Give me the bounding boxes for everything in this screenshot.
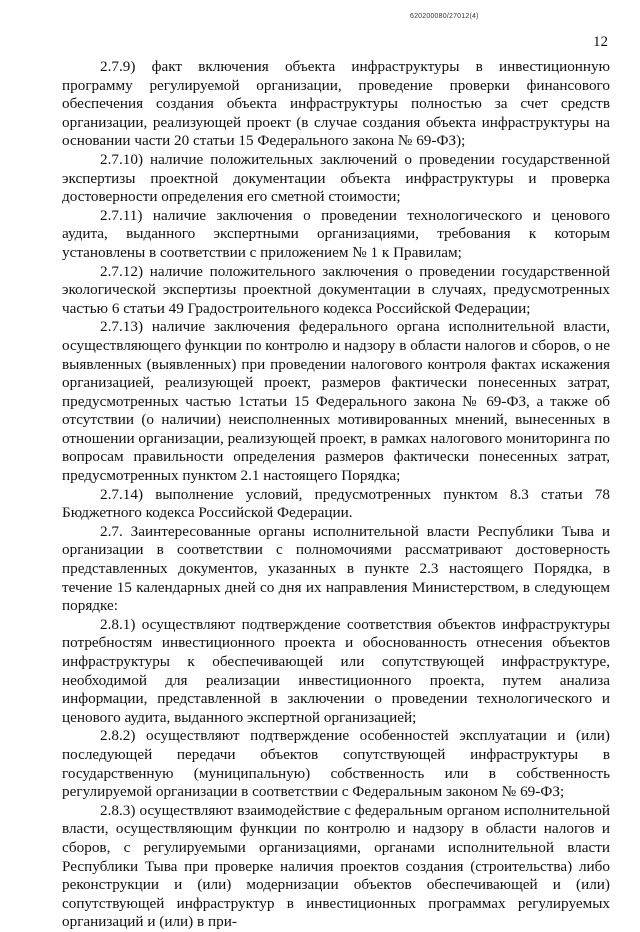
page-number: 12 <box>593 34 608 50</box>
paragraph-2-8-3: 2.8.3) осуществляют взаимодействие с федеральным органом исполнительной власти, осуществляющим функции по контролю и надзору в области налогов и сборов, с регулируемыми организациями, органами исполнительной власти Республики Тыва при проверке наличия проектов создания (строительства) либо реконструкции и (или) модернизации объектов обеспечивающей и (или) сопутствующей инфраструктур в инвестиционных программах регулируемых организаций и (или) в при- <box>62 801 610 931</box>
paragraph-2-7-11: 2.7.11) наличие заключения о проведении технологического и ценового аудита, выданного экспертными организациями, требования к которым установлены в соответствии с приложением № 1 к Правилам; <box>62 206 610 261</box>
paragraph-2-7-13: 2.7.13) наличие заключения федерального органа исполнительной власти, осуществляющего функции по контролю и надзору в области налогов и сборов, о не выявленных (выявленных) при проведении налогового контроля фактах искажения организацией, реализующей проект, размеров фактически понесенных затрат, предусмотренных частью 1статьи 15 Федерального закона № 69-ФЗ, а также об отсутствии (о наличии) неисполненных мотивированных мнений, вынесенных в отношении организации, реализующей проект, в рамках налогового мониторинга по вопросам правильности определения размеров фактически понесенных затрат, предусмотренных пунктом 2.1 настоящего Порядка; <box>62 318 610 485</box>
paragraph-2-7-10: 2.7.10) наличие положительных заключений о проведении государственной экспертизы проектной документации объекта инфраструктуры и проверка достоверности определения его сметной стоимости; <box>62 150 610 206</box>
paragraph-2-8-2: 2.8.2) осуществляют подтверждение особенностей эксплуатации и (или) последующей передачи объектов сопутствующей инфраструктуры в государственную (муниципальную) собственность или в собственность регулируемой организации в соответствии с Федеральным законом № 69-ФЗ; <box>62 727 610 801</box>
paragraph-2-8-1: 2.8.1) осуществляют подтверждение соответствия объектов инфраструктуры потребностям инвестиционного проекта и обоснованность отнесения объектов инфраструктуры к обеспечивающей или сопутствующей инфраструктуре, необходимой для реализации инвестиционного проекта, путем анализа информации, представленной в заключении о проведении технологического и ценового аудита, выданного экспертной организацией; <box>62 615 610 726</box>
paragraph-2-7-9: 2.7.9) факт включения объекта инфраструктуры в инвестиционную программу регулируемой организации, проведение проверки финансового обеспечения создания объекта инфраструктуры полностью за счет средств организации, реализующей проект (в случае создания объекта инфраструктуры на основании части 20 статьи 15 Федерального закона № 69-ФЗ); <box>62 58 610 150</box>
document-barcode-id: 620200080/27012(4) <box>410 13 479 20</box>
paragraph-2-7: 2.7. Заинтересованные органы исполнительной власти Республики Тыва и организации в соответствии с полномочиями рассматривают достоверность представленных документов, указанных в пункте 2.3 настоящего Порядка, в течение 15 календарных дней со дня их направления Министерством, в следующем порядке: <box>62 522 610 615</box>
paragraph-2-7-14: 2.7.14) выполнение условий, предусмотренных пунктом 8.3 статьи 78 Бюджетного кодекса Российской Федерации. <box>62 485 610 522</box>
document-body <box>62 58 610 932</box>
paragraph-2-7-12: 2.7.12) наличие положительного заключения о проведении государственной экологической экспертизы проектной документации в случаях, предусмотренных частью 6 статьи 49 Градостроительного кодекса Российской Федерации; <box>62 262 610 317</box>
